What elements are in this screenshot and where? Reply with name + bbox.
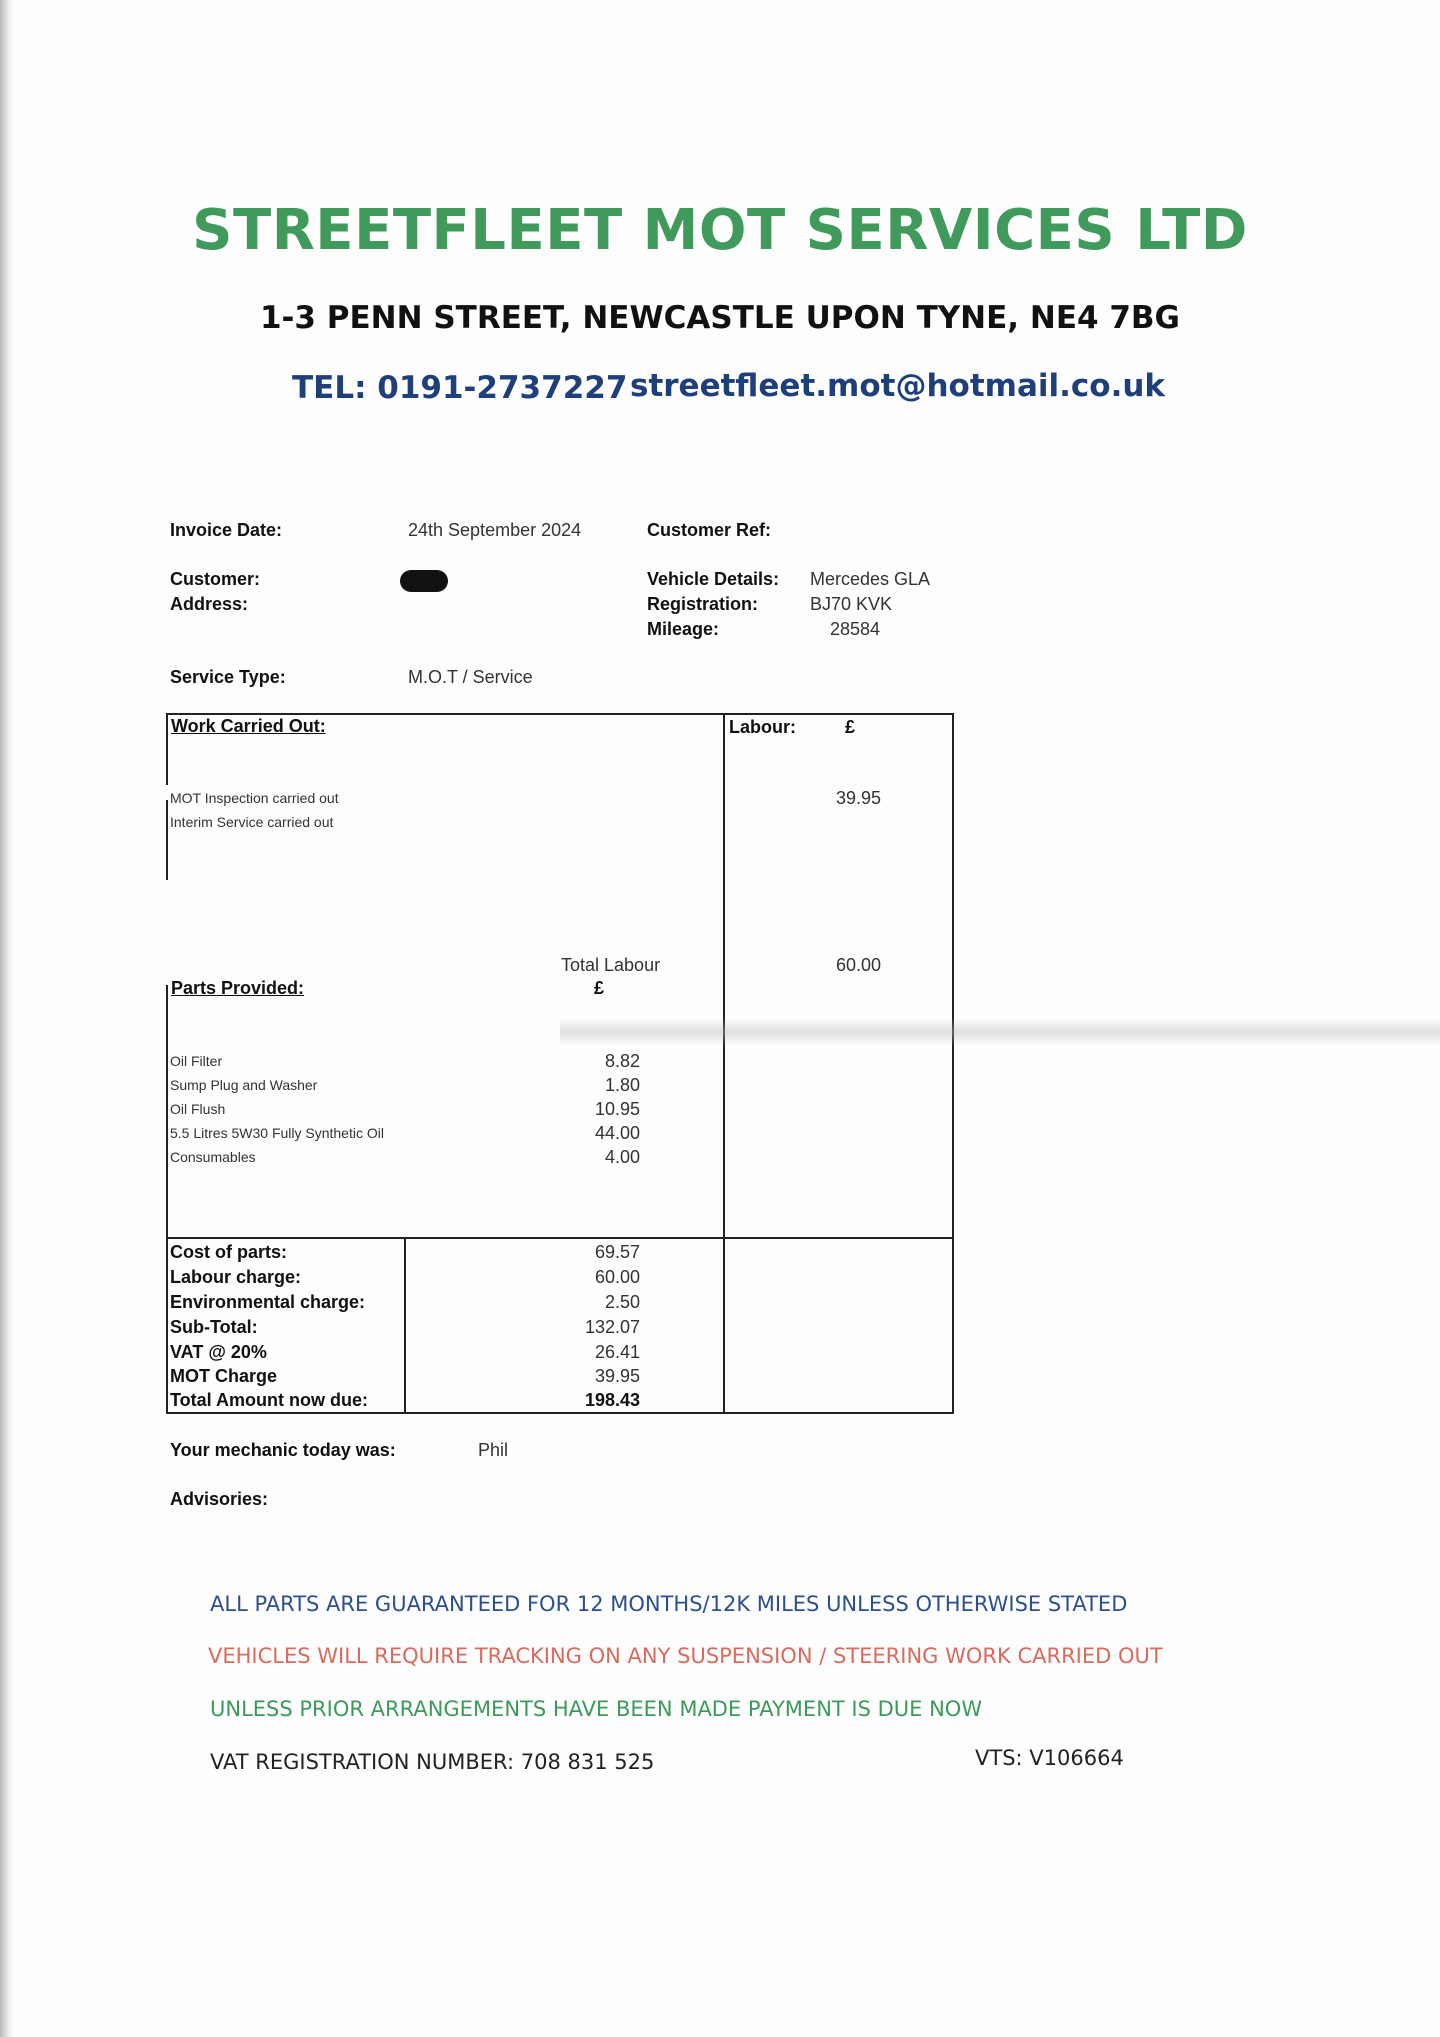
total-row-value: 132.07 (584, 1317, 640, 1337)
total-row-label: MOT Charge (170, 1366, 278, 1386)
total-row-value: 2.50 (604, 1292, 640, 1312)
total-row-label: Sub-Total: (170, 1317, 258, 1337)
table-right-border (952, 713, 954, 1414)
vehicle-details: Mercedes GLA (810, 569, 931, 589)
table-top-border (166, 713, 954, 715)
part-description: Consumables (170, 1149, 256, 1165)
part-price: 1.80 (604, 1075, 640, 1095)
table-left-border-lower (166, 985, 168, 1414)
payment-notice: UNLESS PRIOR ARRANGEMENTS HAVE BEEN MADE PAYMENT IS DUE NOW (210, 1697, 983, 1721)
company-email: streetfleet.mot@hotmail.co.uk (630, 368, 1166, 404)
total-row-label: Environmental charge: (170, 1292, 366, 1312)
total-row-value: 60.00 (594, 1267, 640, 1287)
total-row-value: 39.95 (594, 1366, 640, 1386)
total-row-label: Cost of parts: (170, 1242, 287, 1262)
work-item-description: MOT Inspection carried out (170, 790, 339, 806)
total-row-value: 69.57 (594, 1242, 640, 1262)
part-price: 44.00 (594, 1123, 640, 1143)
work-item-price: 39.95 (836, 788, 882, 808)
table-left-border-mid (166, 800, 168, 880)
totals-label-divider (404, 1237, 406, 1414)
mileage: 28584 (830, 619, 881, 639)
labour-currency: £ (845, 717, 856, 737)
part-price: 10.95 (594, 1099, 640, 1119)
part-price: 8.82 (604, 1051, 640, 1071)
total-amount-due-value: 198.43 (584, 1390, 640, 1410)
part-description: Sump Plug and Washer (170, 1077, 318, 1093)
vehicle-details-label: Vehicle Details: (647, 569, 780, 589)
address-label: Address: (170, 594, 249, 614)
redacted-customer-name (400, 570, 448, 592)
part-price: 4.00 (604, 1147, 640, 1167)
scan-smudge (560, 1018, 1440, 1046)
part-description: 5.5 Litres 5W30 Fully Synthetic Oil (170, 1125, 384, 1141)
customer-label: Customer: (170, 569, 261, 589)
tracking-notice: VEHICLES WILL REQUIRE TRACKING ON ANY SUSPENSION / STEERING WORK CARRIED OUT (208, 1644, 1163, 1668)
table-left-border-top (166, 713, 168, 785)
company-address: 1-3 PENN STREET, NEWCASTLE UPON TYNE, NE4 7BG (259, 300, 1180, 336)
mileage-label: Mileage: (647, 619, 720, 639)
work-carried-out-heading: Work Carried Out: (171, 716, 326, 736)
invoice-date-label: Invoice Date: (170, 520, 283, 540)
table-divider (723, 713, 725, 1414)
labour-heading: Labour: (729, 717, 796, 737)
part-description: Oil Flush (170, 1101, 226, 1117)
service-type: M.O.T / Service (408, 667, 533, 687)
total-labour-value: 60.00 (836, 955, 882, 975)
company-telephone: TEL: 0191-2737227 (292, 370, 628, 406)
total-labour-label: Total Labour (561, 955, 661, 975)
mechanic-label: Your mechanic today was: (170, 1440, 396, 1460)
guarantee-notice: ALL PARTS ARE GUARANTEED FOR 12 MONTHS/12K MILES UNLESS OTHERWISE STATED (210, 1592, 1128, 1616)
customer-ref-label: Customer Ref: (647, 520, 772, 540)
vts-number: VTS: V106664 (975, 1746, 1124, 1770)
parts-provided-heading: Parts Provided: (171, 978, 305, 998)
totals-top-border (166, 1237, 954, 1239)
company-name: STREETFLEET MOT SERVICES LTD (192, 198, 1248, 263)
parts-currency: £ (594, 978, 605, 998)
service-type-label: Service Type: (170, 667, 286, 687)
registration: BJ70 KVK (810, 594, 893, 614)
registration-label: Registration: (647, 594, 759, 614)
table-bottom-border (166, 1412, 954, 1414)
vat-registration-number: VAT REGISTRATION NUMBER: 708 831 525 (210, 1750, 655, 1774)
work-item-description: Interim Service carried out (170, 814, 334, 830)
total-row-label: VAT @ 20% (170, 1342, 267, 1362)
advisories-label: Advisories: (170, 1489, 269, 1509)
part-description: Oil Filter (170, 1053, 223, 1069)
total-row-value: 26.41 (594, 1342, 640, 1362)
mechanic-name: Phil (478, 1440, 509, 1460)
total-row-label: Labour charge: (170, 1267, 302, 1287)
invoice-date: 24th September 2024 (408, 520, 582, 540)
total-amount-due-label: Total Amount now due: (170, 1390, 368, 1410)
